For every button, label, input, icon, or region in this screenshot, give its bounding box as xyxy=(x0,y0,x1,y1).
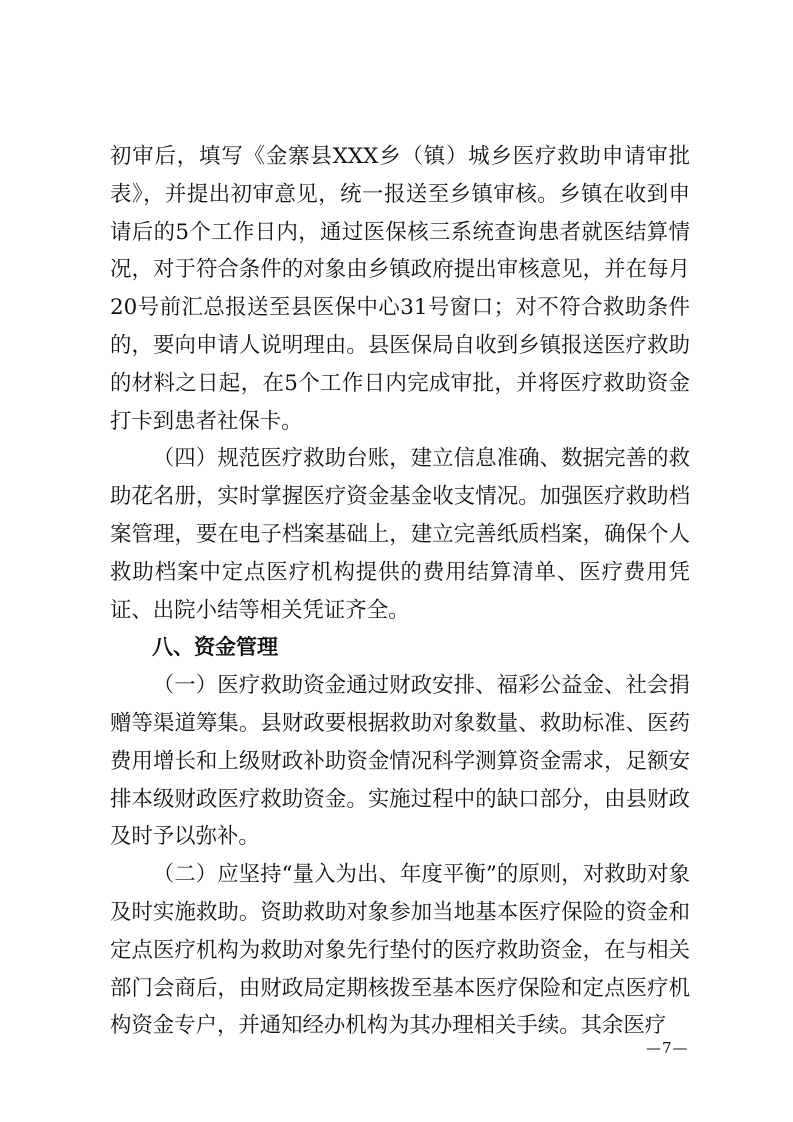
paragraph-ledger-standard: （四）规范医疗救助台账，建立信息准确、数据完善的救助花名册，实时掌握医疗资金基金收支情况。加强医疗救助档案管理，要在电子档案基础上，建立完善纸质档案，确保个人救助档案中定点医疗机构提供的费用结算清单、医疗费用凭证、出院小结等相关凭证齐全。 xyxy=(110,446,690,623)
paragraph-approval-process: 初审后，填写《金寨县XXX乡（镇）城乡医疗救助申请审批表》，并提出初审意见，统一报送至乡镇审核。乡镇在收到申请后的5个工作日内，通过医保核三系统查询患者就医结算情况，对于符合条件的对象由乡镇政府提出审核意见，并在每月20号前汇总报送至县医保中心31号窗口；对不符合救助条件的，要向申请人说明理由。县医保局自收到乡镇报送医疗救助的材料之日起，在5个工作日内完成审批，并将医疗救助资金打卡到患者社保卡。 xyxy=(110,144,690,434)
section-heading-fund-management: 八、资金管理 xyxy=(152,635,278,660)
paragraph-fund-sources: （一）医疗救助资金通过财政安排、福彩公益金、社会捐赠等渠道筹集。县财政要根据救助对象数量、救助标准、医药费用增长和上级财政补助资金情况科学测算资金需求，足额安排本级财政医疗救助资金。实施过程中的缺口部分，由县财政及时予以弥补。 xyxy=(110,673,690,850)
paragraph-fund-balance: （二）应坚持“量入为出、年度平衡”的原则，对救助对象及时实施救助。资助救助对象参加当地基本医疗保险的资金和定点医疗机构为救助对象先行垫付的医疗救助资金，在与相关部门会商后，由财政局定期核拨至基本医疗保险和定点医疗机构资金专户，并通知经办机构为其办理相关手续。其余医疗 xyxy=(110,862,690,1039)
page-number: —7— xyxy=(646,1039,689,1057)
document-body xyxy=(110,138,690,1045)
